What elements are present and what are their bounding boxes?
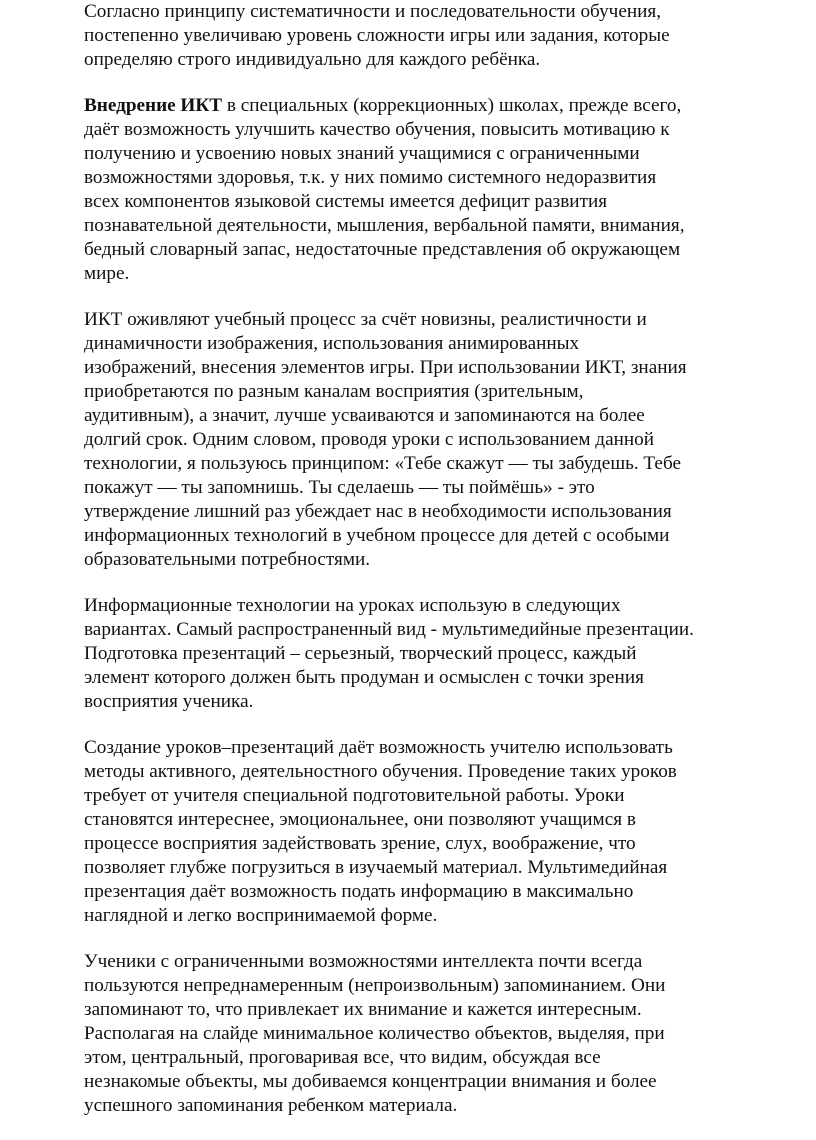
text-line: всех компонентов языковой системы имеется дефицит развития — [84, 191, 608, 212]
text-line: запоминают то, что привлекает их внимание и кажется интересным. — [84, 999, 642, 1020]
text-line: образовательными потребностями. — [84, 549, 371, 570]
text-line: становятся интереснее, эмоциональнее, они позволяют учащимся в — [84, 809, 636, 830]
text-line: даёт возможность улучшить качество обучения, повысить мотивацию к — [84, 119, 670, 140]
text-line: Информационные технологии на уроках использую в следующих — [84, 595, 621, 616]
text-line — [84, 94, 744, 118]
paragraph-3 — [84, 308, 744, 572]
text-line: этом, центральный, проговаривая все, что видим, обсуждая все — [84, 1047, 601, 1068]
text-line: определяю строго индивидуально для каждого ребёнка. — [84, 49, 541, 70]
text-line: информационных технологий в учебном процессе для детей с особыми — [84, 525, 670, 546]
text-line: пользуются непреднамеренным (непроизвольным) запоминанием. Они — [84, 975, 666, 996]
text-line: бедный словарный запас, недостаточные представления об окружающем — [84, 239, 681, 260]
text-line: позволяет глубже погрузиться в изучаемый материал. Мультимедийная — [84, 857, 668, 878]
text-line: вариантах. Самый распространенный вид - мультимедийные презентации. — [84, 619, 694, 640]
text-line: восприятия ученика. — [84, 691, 254, 712]
bold-lead-text: Внедрение ИКТ — [84, 95, 223, 116]
text-line: наглядной и легко воспринимаемой форме. — [84, 905, 438, 926]
text-line: Согласно принципу систематичности и последовательности обучения, — [84, 1, 662, 22]
text-line: методы активного, деятельностного обучения. Проведение таких уроков — [84, 761, 677, 782]
text-line: требует от учителя специальной подготовительной работы. Уроки — [84, 785, 625, 806]
text-line: постепенно увеличиваю уровень сложности игры или задания, которые — [84, 25, 670, 46]
paragraph-2 — [84, 94, 744, 286]
text-line: ИКТ оживляют учебный процесс за счёт новизны, реалистичности и — [84, 309, 647, 330]
paragraph-5 — [84, 736, 744, 928]
text-fragment: в специальных (коррекционных) школах, прежде всего, — [222, 95, 682, 116]
text-line: приобретаются по разным каналам восприятия (зрительным, — [84, 381, 584, 402]
text-line: мире. — [84, 263, 130, 284]
text-line: долгий срок. Одним словом, проводя уроки с использованием данной — [84, 429, 654, 450]
paragraph-4 — [84, 594, 744, 714]
text-line: получению и усвоению новых знаний учащимися с ограниченными — [84, 143, 640, 164]
text-line: успешного запоминания ребенком материала. — [84, 1095, 458, 1116]
paragraph-6 — [84, 950, 744, 1118]
text-line: утверждение лишний раз убеждает нас в необходимости использования — [84, 501, 672, 522]
text-line: познавательной деятельности, мышления, вербальной памяти, внимания, — [84, 215, 685, 236]
paragraph-1 — [84, 0, 744, 72]
text-line: элемент которого должен быть продуман и осмыслен с точки зрения — [84, 667, 644, 688]
text-line: Ученики с ограниченными возможностями интеллекта почти всегда — [84, 951, 643, 972]
text-line: незнакомые объекты, мы добиваемся концентрации внимания и более — [84, 1071, 657, 1092]
text-line: аудитивным), а значит, лучше усваиваются и запоминаются на более — [84, 405, 645, 426]
text-line: презентация даёт возможность подать информацию в максимально — [84, 881, 634, 902]
text-line: Создание уроков–презентаций даёт возможность учителю использовать — [84, 737, 673, 758]
text-line: Подготовка презентаций – серьезный, творческий процесс, каждый — [84, 643, 637, 664]
text-line: динамичности изображения, использования анимированных — [84, 333, 580, 354]
text-line: покажут — ты запомнишь. Ты сделаешь — ты поймёшь» - это — [84, 477, 595, 498]
text-line: процессе восприятия задействовать зрение, слух, воображение, что — [84, 833, 636, 854]
text-line: возможностями здоровья, т.к. у них помимо системного недоразвития — [84, 167, 657, 188]
text-line: изображений, внесения элементов игры. При использовании ИКТ, знания — [84, 357, 687, 378]
document-page — [84, 0, 744, 1140]
text-line: технологии, я пользуюсь принципом: «Тебе скажут — ты забудешь. Тебе — [84, 453, 681, 474]
text-line: Располагая на слайде минимальное количество объектов, выделяя, при — [84, 1023, 665, 1044]
